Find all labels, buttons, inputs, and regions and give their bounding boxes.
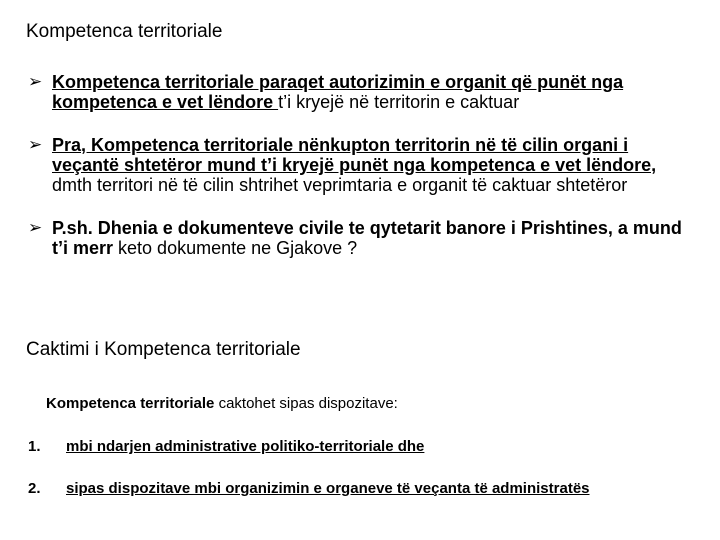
bullet-item	[28, 72, 688, 112]
intro-emphasis: Kompetenca territoriale	[46, 395, 219, 412]
arrow-bullet-icon: ➢	[28, 135, 43, 154]
bullet-emphasis: Pra, Kompetenca territoriale nënkupton territorin në të cilin organi i veçantë shtetëror mund t’i kryejë punët nga kompetenca e vet lëndore,	[52, 135, 657, 175]
list-number: 2.	[28, 480, 41, 497]
bullet-item	[28, 218, 688, 258]
arrow-bullet-icon: ➢	[28, 72, 43, 91]
page-title: Kompetenca territoriale	[26, 21, 223, 42]
bullet-text: dmth territori në të cilin shtrihet veprimtaria e organit të caktuar shtetëror	[52, 175, 628, 195]
numbered-list	[28, 437, 688, 521]
list-text: mbi ndarjen administrative politiko-territoriale dhe	[66, 438, 425, 455]
bullet-list	[28, 72, 688, 281]
list-text: sipas dispozitave mbi organizimin e organeve të veçanta të administratës	[66, 480, 590, 497]
intro-text	[46, 394, 398, 414]
section-title: Caktimi i Kompetenca territoriale	[26, 339, 301, 360]
list-item	[28, 437, 688, 457]
arrow-bullet-icon: ➢	[28, 218, 43, 237]
bullet-text: keto dokumente ne Gjakove ?	[118, 238, 358, 258]
bullet-emphasis: Kompetenca territoriale paraqet autorizimin e organit që punët nga kompetenca e vet lëndore	[52, 72, 624, 112]
bullet-text: t’i kryejë në territorin e caktuar	[278, 92, 520, 112]
list-number: 1.	[28, 438, 41, 455]
list-item	[28, 479, 688, 499]
intro-normal: caktohet sipas dispozitave:	[218, 395, 398, 412]
bullet-item	[28, 135, 688, 195]
bullet-emphasis: P.sh. Dhenia e dokumenteve civile te qytetarit banore i Prishtines, a mund t’i merr	[52, 218, 682, 258]
